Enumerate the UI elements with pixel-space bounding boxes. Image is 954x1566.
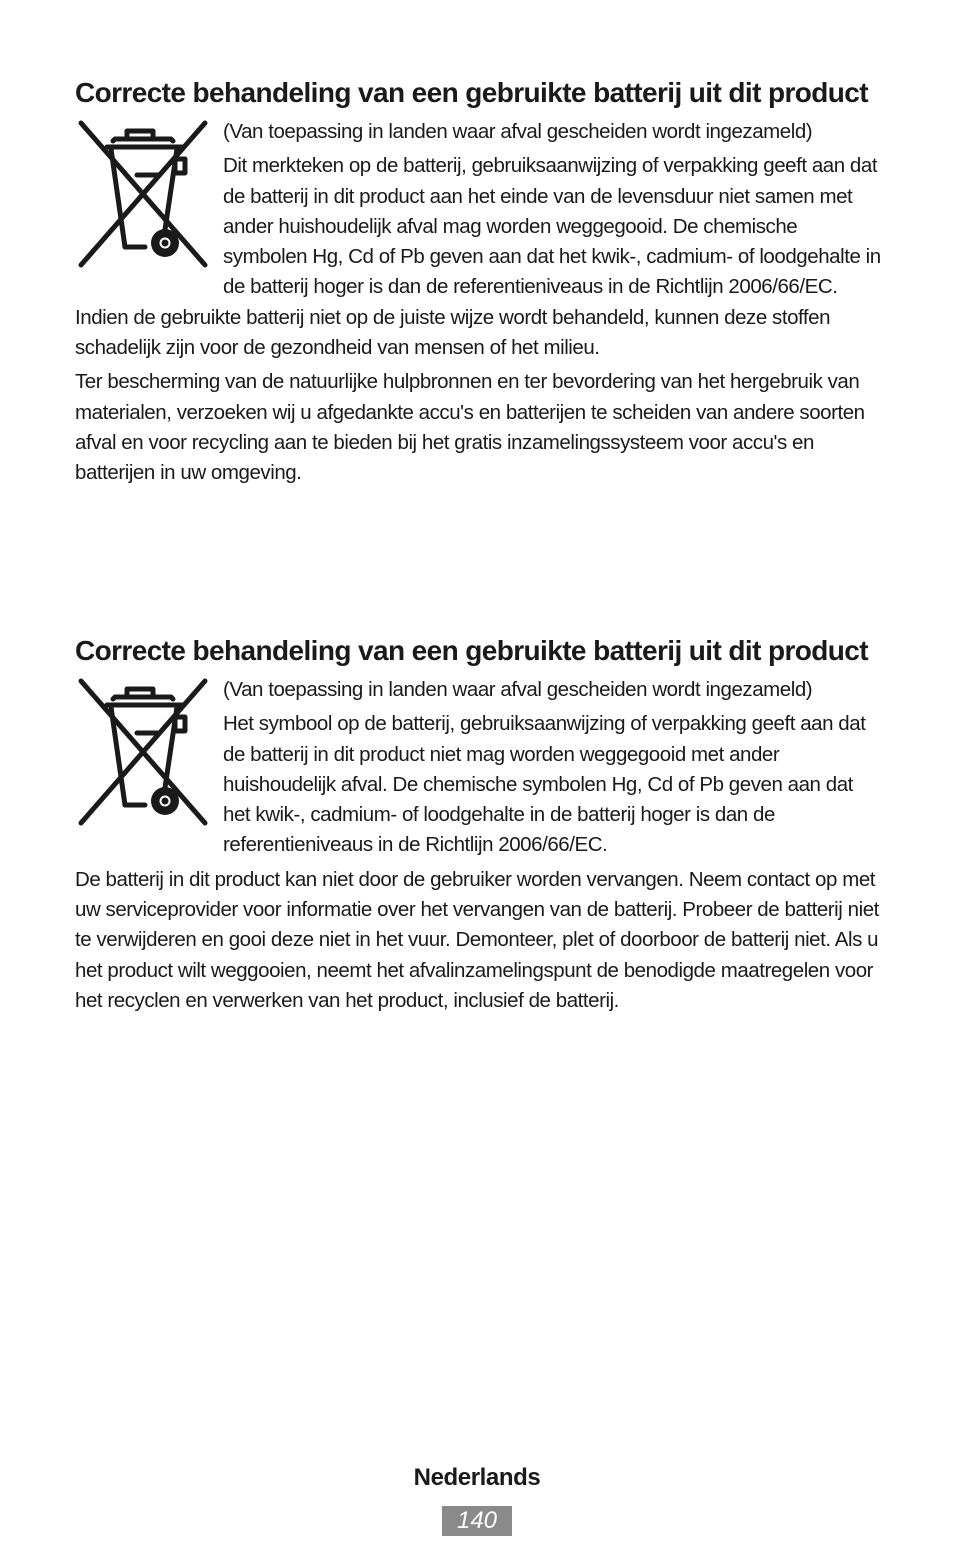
crossed-out-wheelie-bin-icon [77,119,209,269]
body-paragraph: Het symbool op de batterij, gebruiksaanwijzing of verpakking geeft aan dat de batterij in dit product niet mag worden weggegooid met ander huishoudelijk afval. De chemische symbolen Hg, Cd of Pb geven aan dat het kwik-, cadmium- of loodgehalte in de batterij hoger is dan de referentieniveaus in de Richtlijn 2006/66/EC. [223,712,866,857]
footer-language-label: Nederlands [413,1464,541,1491]
crossed-out-wheelie-bin-icon [77,677,209,827]
applicability-note: (Van toepassing in landen waar afval gescheiden wordt ingezameld) [223,120,813,143]
section-heading: Correcte behandeling van een gebruikte batterij uit dit product [75,635,868,666]
body-paragraph: De batterij in dit product kan niet door de gebruiker worden vervangen. Neem contact op met uw serviceprovider voor informatie over het vervangen van de batterij. Probeer de batterij niet te verwijderen en gooi deze niet in het vuur. Demonteer, plet of doorboor de batterij niet. Als u het product wilt weggooien, neemt het afvalinzamelingspunt de benodigde maatregelen voor het recyclen en verwerken van het product, inclusief de batterij. [75,867,879,1012]
body-paragraph: Dit merkteken op de batterij, gebruiksaanwijzing of verpakking geeft aan dat de batterij in dit product aan het einde van de levensduur niet samen met ander huishoudelijk afval mag worden weggegooid. De chemische symbolen Hg, Cd of Pb geven aan dat het kwik-, cadmium- of loodgehalte in de batterij hoger is dan de referentieniveaus in de Richtlijn 2006/66/EC. Indien de gebruikte batterij niet op de juiste wijze wordt behandeld, kunnen deze stoffen schadelijk zijn voor de gezondheid van mensen of het milieu. [75,154,881,360]
body-paragraph: Ter bescherming van de natuurlijke hulpbronnen en ter bevordering van het hergebruik van materialen, verzoeken wij u afgedankte accu's en batterijen te scheiden van andere soorten afval en voor recycling aan te bieden bij het gratis inzamelingssysteem voor accu's en batterijen in uw omgeving. [75,370,865,485]
applicability-note: (Van toepassing in landen waar afval gescheiden wordt ingezameld) [223,678,813,701]
battery-disposal-section-1 [75,74,885,493]
battery-disposal-section-2 [75,632,885,1020]
page-number: 140 [442,1506,512,1536]
section-heading: Correcte behandeling van een gebruikte batterij uit dit product [75,77,868,108]
